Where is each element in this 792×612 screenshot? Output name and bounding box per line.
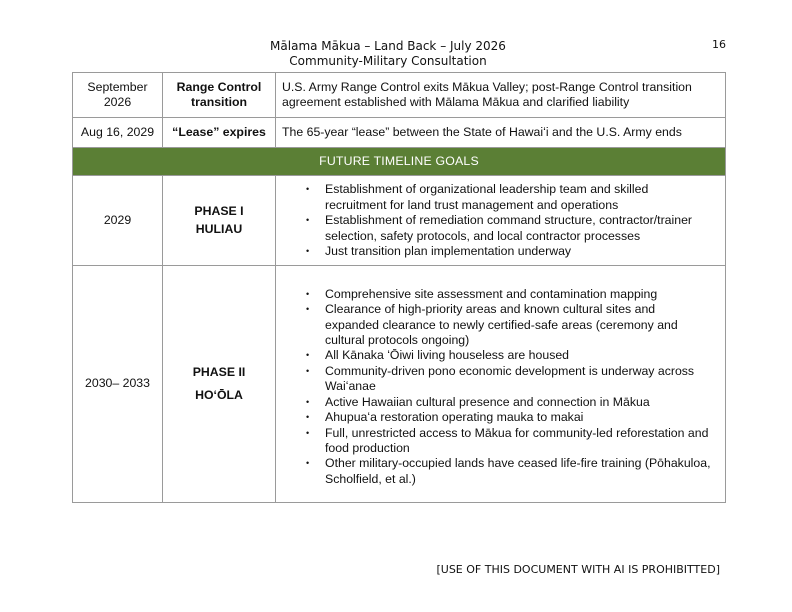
phase-goals-cell <box>276 176 726 266</box>
phase-cell <box>163 266 276 503</box>
table-row <box>73 266 726 503</box>
row-label: Range Control transition <box>163 73 276 118</box>
phase-date: 2029 <box>73 176 163 266</box>
phase-name: HOʻŌLA <box>195 388 243 402</box>
timeline-table <box>72 72 726 503</box>
header-title-line1: Mālama Mākua – Land Back – July 2026 <box>270 39 506 53</box>
goal-list <box>282 181 719 259</box>
phase-cell <box>163 176 276 266</box>
table-row <box>73 176 726 266</box>
list-item: • Full, unrestricted access to Mākua for community-led reforestation and food production <box>306 426 711 457</box>
table-row <box>73 118 726 148</box>
row-label: “Lease” expires <box>163 118 276 148</box>
section-heading-row <box>73 148 726 176</box>
list-item: • Active Hawaiian cultural presence and connection in Mākua <box>306 395 711 410</box>
phase-goals-cell <box>276 266 726 503</box>
list-item: • Comprehensive site assessment and contamination mapping <box>306 287 711 302</box>
phase-date: 2030– 2033 <box>73 266 163 503</box>
ai-prohibition-notice: [USE OF THIS DOCUMENT WITH AI IS PROHIBITTED] <box>436 563 720 576</box>
goal-list <box>282 281 719 487</box>
row-description: The 65-year “lease” between the State of Hawaiʻi and the U.S. Army ends <box>276 118 726 148</box>
phase-number: PHASE II <box>192 364 246 379</box>
list-item: • All Kānaka ʻŌiwi living houseless are housed <box>306 348 711 363</box>
list-item: • Community-driven pono economic development is underway across Waiʻanae <box>306 364 711 395</box>
list-item: • Clearance of high-priority areas and known cultural sites and expanded clearance to newly certified-safe areas (ceremony and cultural protocols ongoing) <box>306 302 711 348</box>
row-date: September 2026 <box>73 73 163 118</box>
list-item: • Just transition plan implementation underway <box>306 244 711 259</box>
page-number: 16 <box>712 38 726 51</box>
header-title-line2: Community-Military Consultation <box>289 54 487 68</box>
list-item: • Other military-occupied lands have ceased life-fire training (Pōhakuloa, Scholfield, et al.) <box>306 456 711 487</box>
list-item: • Ahupuaʻa restoration operating mauka to makai <box>306 410 711 425</box>
row-date: Aug 16, 2029 <box>73 118 163 148</box>
section-heading: FUTURE TIMELINE GOALS <box>73 148 726 176</box>
row-description: U.S. Army Range Control exits Mākua Valley; post-Range Control transition agreement established with Mālama Mākua and clarified liability <box>276 73 726 118</box>
list-item: • Establishment of remediation command structure, contractor/trainer selection, safety protocols, and local contractor processes <box>306 213 711 244</box>
phase-number: PHASE I <box>194 204 244 219</box>
phase-name: HULIAU <box>195 221 243 236</box>
list-item: • Establishment of organizational leadership team and skilled recruitment for land trust management and operations <box>306 182 711 213</box>
table-row <box>73 73 726 118</box>
document-header <box>72 39 704 69</box>
